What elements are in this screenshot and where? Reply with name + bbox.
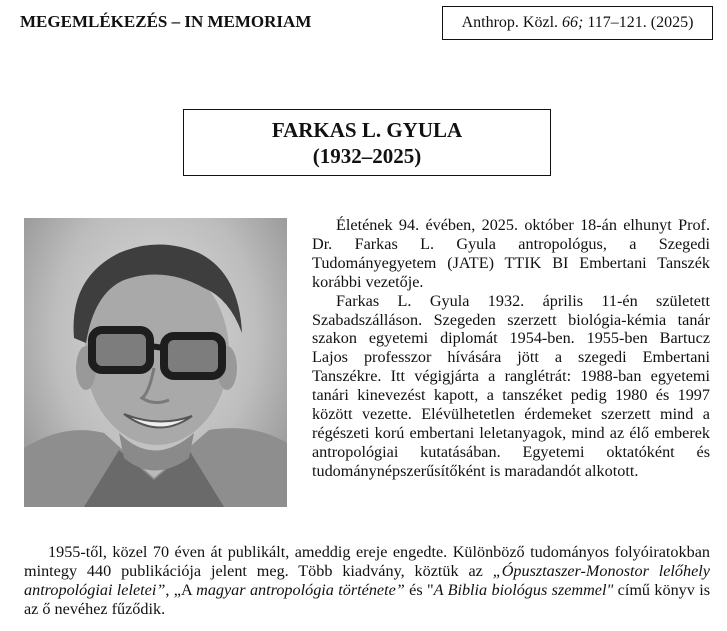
citation-volume: 66;: [562, 14, 584, 31]
body-text-full-width: [24, 543, 710, 619]
portrait-illustration: [24, 218, 287, 507]
paragraph-death-notice: Életének 94. évében, 2025. október 18-án elhunyt Prof. Dr. Farkas L. Gyula antropológus, a Szegedi Tudományegyetem (JATE) TTIK BI Embertani Tanszék korábbi vezetője.: [312, 216, 710, 291]
text-span: és ": [404, 581, 434, 599]
paragraph-publications: [24, 543, 710, 619]
obituary-name: FARKAS L. GYULA: [271, 118, 463, 142]
citation-pages-year: 117–121. (2025): [583, 14, 694, 31]
text-span: , „A: [165, 581, 197, 599]
paragraph-biography: Farkas L. Gyula 1932. április 11-én született Szabadszálláson. Szegeden szerzett biológia-kémia tanár szakon egyetemi diplomát 1954-ben. 1955-ben Bartucz Lajos professzor hívására jött a szegedi Embertani Tanszékre. Itt végigjárta a ranglétrát: 1988-ban egyetemi tanári kinevezést kapott, a tanszéket pedig 1980 és 1997 között vezette. Elévülhetetlen érdemeket szerzett mind a régészeti korú embertani leletanyagok, mind az élő emberek antropológiai kutatásában. Egyetemi oktatóként és tudománynépszerűsítőként is maradandót alkotott.: [312, 291, 710, 480]
body-text-right-column: [312, 216, 710, 481]
book-title-3: A Biblia biológus szemmel": [433, 581, 614, 599]
book-title-2: magyar antropológia története”: [196, 581, 405, 599]
citation-journal: Anthrop. Közl.: [461, 14, 563, 31]
section-label: MEGEMLÉKEZÉS – IN MEMORIAM: [20, 12, 312, 31]
obituary-dates: (1932–2025): [312, 144, 422, 168]
book-title-1: „Ópusztaszer-Monostor lelőhely antropológiai leletei”: [24, 562, 710, 599]
title-box: [183, 109, 551, 176]
text-span: című könyv is az ő nevéhez fűződik.: [24, 581, 711, 618]
text-span: 1955-től, közel 70 éven át publikált, ameddig ereje engedte. Különböző tudományos folyóiratokban mintegy 440 publikációja jelent meg. Több kiadvány, köztük az: [24, 543, 710, 580]
citation-box: [442, 6, 713, 40]
portrait-photo: [24, 218, 287, 507]
